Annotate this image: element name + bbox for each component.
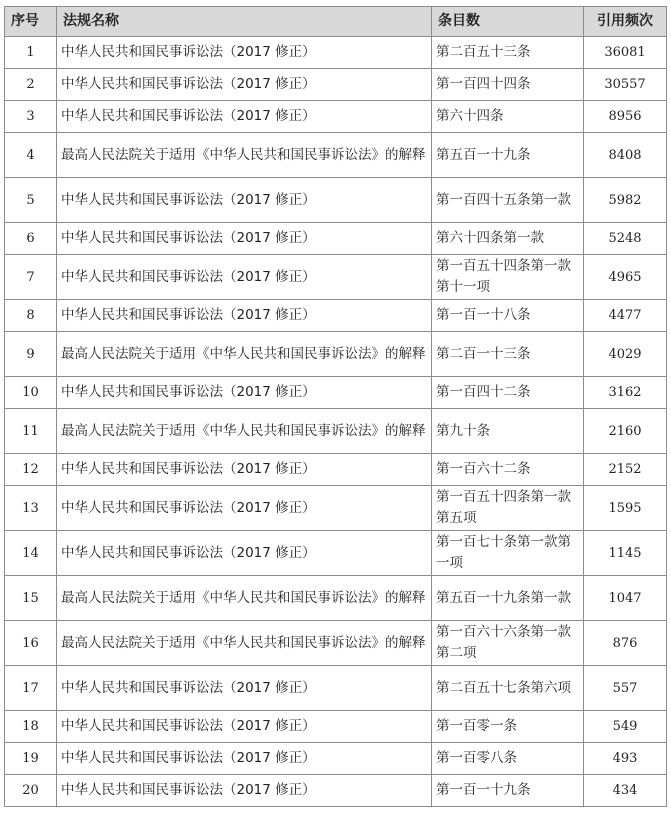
- row-frequency: 557: [584, 666, 667, 711]
- row-article: 第一百四十二条: [432, 377, 584, 409]
- row-article: 第一百五十四条第一款第十一项: [432, 255, 584, 300]
- row-index: 17: [5, 666, 57, 711]
- row-frequency: 5982: [584, 178, 667, 223]
- row-index: 10: [5, 377, 57, 409]
- row-frequency: 36081: [584, 37, 667, 69]
- row-index: 7: [5, 255, 57, 300]
- row-index: 13: [5, 486, 57, 531]
- row-law-name: 中华人民共和国民事诉讼法（2017 修正）: [57, 454, 432, 486]
- row-index: 6: [5, 223, 57, 255]
- row-law-name: 最高人民法院关于适用《中华人民共和国民事诉讼法》的解释: [57, 133, 432, 178]
- row-frequency: 493: [584, 743, 667, 775]
- table-row: [5, 178, 667, 223]
- row-frequency: 2160: [584, 409, 667, 454]
- row-law-name: 中华人民共和国民事诉讼法（2017 修正）: [57, 775, 432, 807]
- row-law-name: 中华人民共和国民事诉讼法（2017 修正）: [57, 37, 432, 69]
- row-article: 第六十四条第一款: [432, 223, 584, 255]
- row-article: 第九十条: [432, 409, 584, 454]
- row-frequency: 8956: [584, 101, 667, 133]
- row-index: 9: [5, 332, 57, 377]
- row-article: 第一百四十四条: [432, 69, 584, 101]
- table-row: [5, 69, 667, 101]
- table-row: [5, 377, 667, 409]
- row-law-name: 中华人民共和国民事诉讼法（2017 修正）: [57, 69, 432, 101]
- row-frequency: 4965: [584, 255, 667, 300]
- row-article: 第一百四十五条第一款: [432, 178, 584, 223]
- table-row: [5, 454, 667, 486]
- row-article: 第二百五十七条第六项: [432, 666, 584, 711]
- header-index: 序号: [5, 7, 57, 37]
- row-article: 第一百六十六条第一款第二项: [432, 621, 584, 666]
- row-law-name: 最高人民法院关于适用《中华人民共和国民事诉讼法》的解释: [57, 332, 432, 377]
- row-index: 1: [5, 37, 57, 69]
- row-frequency: 8408: [584, 133, 667, 178]
- row-frequency: 1047: [584, 576, 667, 621]
- table-row: [5, 409, 667, 454]
- row-law-name: 中华人民共和国民事诉讼法（2017 修正）: [57, 666, 432, 711]
- table-row: [5, 576, 667, 621]
- row-article: 第一百六十二条: [432, 454, 584, 486]
- row-frequency: 30557: [584, 69, 667, 101]
- table-row: [5, 37, 667, 69]
- row-law-name: 中华人民共和国民事诉讼法（2017 修正）: [57, 743, 432, 775]
- table-row: [5, 486, 667, 531]
- row-article: 第一百一十八条: [432, 300, 584, 332]
- row-index: 18: [5, 711, 57, 743]
- row-index: 3: [5, 101, 57, 133]
- row-law-name: 中华人民共和国民事诉讼法（2017 修正）: [57, 178, 432, 223]
- row-index: 19: [5, 743, 57, 775]
- row-index: 11: [5, 409, 57, 454]
- table-row: [5, 666, 667, 711]
- header-frequency: 引用频次: [584, 7, 667, 37]
- row-law-name: 中华人民共和国民事诉讼法（2017 修正）: [57, 223, 432, 255]
- table-row: [5, 531, 667, 576]
- row-frequency: 4029: [584, 332, 667, 377]
- table-body: [5, 37, 667, 807]
- row-article: 第一百零一条: [432, 711, 584, 743]
- citation-table: [4, 6, 667, 807]
- row-article: 第一百一十九条: [432, 775, 584, 807]
- row-law-name: 最高人民法院关于适用《中华人民共和国民事诉讼法》的解释: [57, 576, 432, 621]
- row-article: 第五百一十九条第一款: [432, 576, 584, 621]
- row-index: 8: [5, 300, 57, 332]
- row-frequency: 549: [584, 711, 667, 743]
- header-article: 条目数: [432, 7, 584, 37]
- row-law-name: 中华人民共和国民事诉讼法（2017 修正）: [57, 101, 432, 133]
- table-row: [5, 711, 667, 743]
- row-law-name: 中华人民共和国民事诉讼法（2017 修正）: [57, 255, 432, 300]
- row-frequency: 1595: [584, 486, 667, 531]
- table-row: [5, 621, 667, 666]
- row-frequency: 4477: [584, 300, 667, 332]
- row-law-name: 中华人民共和国民事诉讼法（2017 修正）: [57, 300, 432, 332]
- row-frequency: 5248: [584, 223, 667, 255]
- table-row: [5, 743, 667, 775]
- row-law-name: 中华人民共和国民事诉讼法（2017 修正）: [57, 531, 432, 576]
- table-row: [5, 255, 667, 300]
- table-row: [5, 332, 667, 377]
- row-article: 第六十四条: [432, 101, 584, 133]
- row-article: 第一百零八条: [432, 743, 584, 775]
- row-index: 15: [5, 576, 57, 621]
- row-frequency: 1145: [584, 531, 667, 576]
- row-frequency: 3162: [584, 377, 667, 409]
- row-index: 4: [5, 133, 57, 178]
- row-article: 第二百一十三条: [432, 332, 584, 377]
- row-frequency: 434: [584, 775, 667, 807]
- header-law-name: 法规名称: [57, 7, 432, 37]
- table-row: [5, 300, 667, 332]
- row-law-name: 中华人民共和国民事诉讼法（2017 修正）: [57, 486, 432, 531]
- row-index: 20: [5, 775, 57, 807]
- row-frequency: 2152: [584, 454, 667, 486]
- row-law-name: 最高人民法院关于适用《中华人民共和国民事诉讼法》的解释: [57, 409, 432, 454]
- row-index: 12: [5, 454, 57, 486]
- row-article: 第一百五十四条第一款第五项: [432, 486, 584, 531]
- row-law-name: 最高人民法院关于适用《中华人民共和国民事诉讼法》的解释: [57, 621, 432, 666]
- row-law-name: 中华人民共和国民事诉讼法（2017 修正）: [57, 377, 432, 409]
- row-frequency: 876: [584, 621, 667, 666]
- table-row: [5, 101, 667, 133]
- table-row: [5, 223, 667, 255]
- row-index: 14: [5, 531, 57, 576]
- row-article: 第二百五十三条: [432, 37, 584, 69]
- row-index: 5: [5, 178, 57, 223]
- table-row: [5, 775, 667, 807]
- row-index: 16: [5, 621, 57, 666]
- table-row: [5, 133, 667, 178]
- row-index: 2: [5, 69, 57, 101]
- row-article: 第五百一十九条: [432, 133, 584, 178]
- row-law-name: 中华人民共和国民事诉讼法（2017 修正）: [57, 711, 432, 743]
- header-row: [5, 7, 667, 37]
- row-article: 第一百七十条第一款第一项: [432, 531, 584, 576]
